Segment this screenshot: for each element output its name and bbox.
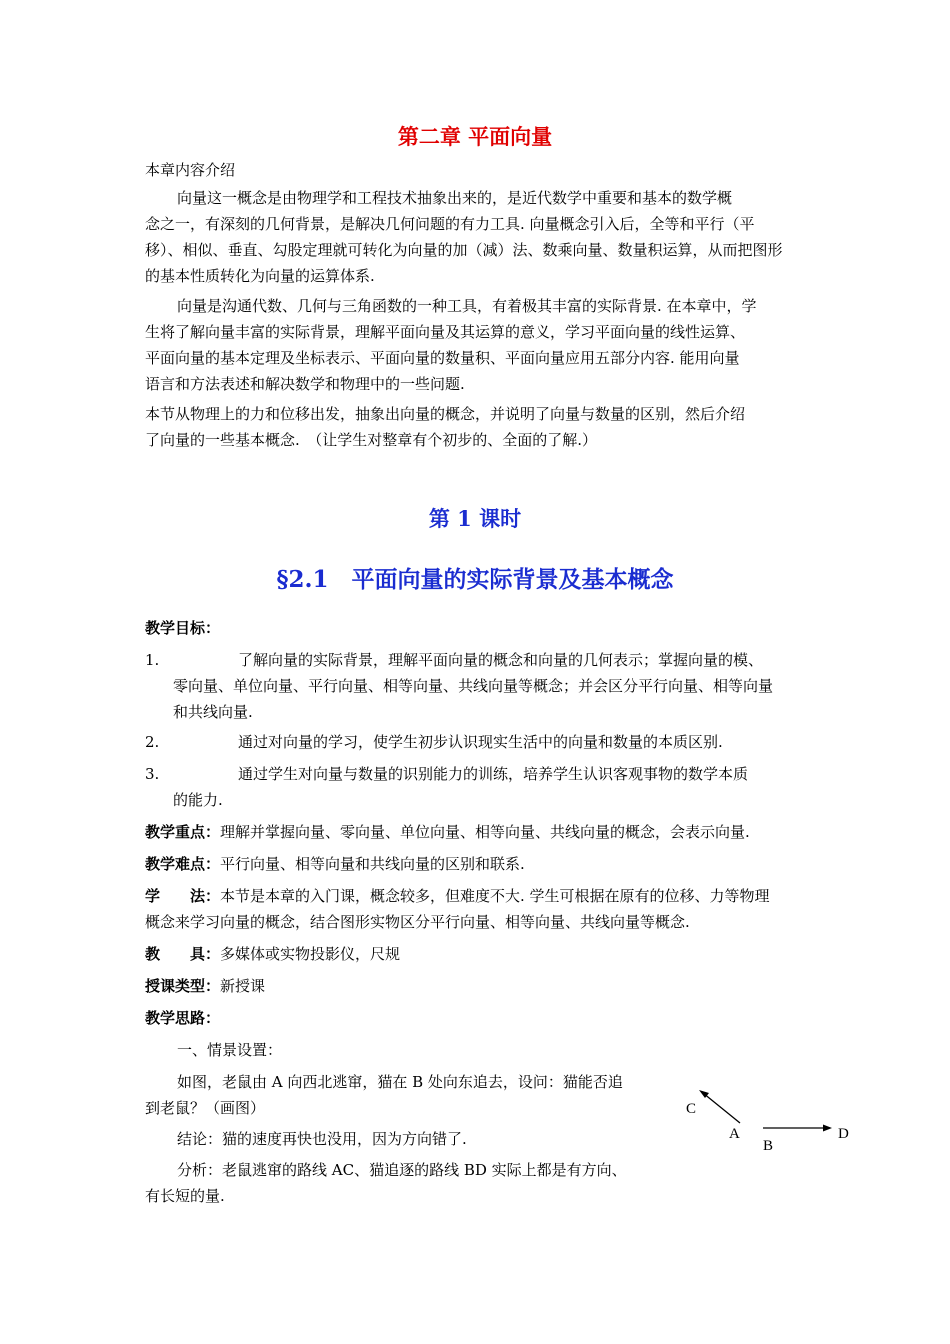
lesson-title: 第 1 课时 [428,506,522,531]
arrowhead-d-icon [823,1125,832,1132]
key-points-text: 理解并掌握向量、零向量、单位向量、相等向量、共线向量的概念，会表示向量. [220,823,750,841]
intro-p3-line: 本节从物理上的力和位移出发，抽象出向量的概念，并说明了向量与数量的区别，然后介绍 [145,405,746,423]
lesson-type [145,976,265,996]
vector-ac [703,1093,740,1123]
intro-p2-line: 语言和方法表述和解决数学和物理中的一些问题. [145,375,465,393]
objective-number: 1. [145,651,160,669]
tools-label: 教 具： [145,945,221,963]
objective-number: 2. [145,733,160,751]
scenario-line: 如图，老鼠由 A 向西北逃窜，猫在 B 处向东追去，设问：猫能否追 [177,1073,623,1091]
intro-p1-line: 念之一，有深刻的几何背景，是解决几何问题的有力工具. 向量概念引入后，全等和平行（平 [145,215,755,233]
key-points-label: 教学重点： [145,823,221,841]
method-line: 本节是本章的入门课，概念较多，但难度不大. 学生可根据在原有的位移、力等物理 [220,887,770,905]
objective-line: 通过对向量的学习，使学生初步认识现实生活中的向量和数量的本质区别. [238,733,723,751]
conclusion: 结论：猫的速度再快也没用，因为方向错了. [177,1130,467,1148]
objective-line: 的能力. [173,791,223,809]
method [145,886,770,906]
intro-p2-line: 向量是沟通代数、几何与三角函数的一种工具，有着极其丰富的实际背景. 在本章中，学 [177,297,757,315]
scenario-heading: 一、情景设置： [177,1041,283,1059]
intro-heading: 本章内容介绍 [145,161,236,179]
label-d: D [838,1126,849,1142]
lesson-type-label: 授课类型： [145,977,221,995]
analysis-line: 分析：老鼠逃窜的路线 AC、猫追逐的路线 BD 实际上都是有方向、 [177,1161,627,1179]
scenario-line: 到老鼠？（画图） [145,1099,266,1117]
intro-p2-line: 平面向量的基本定理及坐标表示、平面向量的数量积、平面向量应用五部分内容. 能用向量 [145,349,740,367]
objective-line: 通过学生对向量与数量的识别能力的训练，培养学生认识客观事物的数学本质 [238,765,749,783]
objective-line: 和共线向量. [173,703,253,721]
label-c: C [686,1101,697,1117]
chapter-title: 第二章 平面向量 [397,124,553,149]
tools [145,944,400,964]
intro-p1-line: 移）、相似、垂直、勾股定理就可转化为向量的加（减）法、数乘向量、数量积运算，从而把图形 [145,241,783,259]
method-label: 学 法： [145,887,221,905]
intro-p1-line: 的基本性质转化为向量的运算体系. [145,267,375,285]
analysis-line: 有长短的量. [145,1187,225,1205]
section-title: §2.1 平面向量的实际背景及基本概念 [276,566,674,593]
difficulties-text: 平行向量、相等向量和共线向量的区别和联系. [220,855,525,873]
objectives-heading: 教学目标： [145,619,221,637]
objective-number: 3. [145,765,160,783]
method-line: 概念来学习向量的概念，结合图形实物区分平行向量、相等向量、共线向量等概念. [145,913,690,931]
intro-p3-line: 了向量的一些基本概念. （让学生对整章有个初步的、全面的了解.） [145,431,598,449]
difficulties [145,854,525,874]
objective-line: 了解向量的实际背景，理解平面向量的概念和向量的几何表示；掌握向量的模、 [238,651,764,669]
intro-p2-line: 生将了解向量丰富的实际背景，理解平面向量及其运算的意义，学习平面向量的线性运算、 [145,323,746,341]
thinking-heading: 教学思路： [145,1009,221,1027]
key-points [145,822,750,842]
label-b: B [763,1138,774,1154]
tools-text: 多媒体或实物投影仪，尺规 [220,945,401,963]
label-a: A [729,1126,740,1142]
objective-line: 零向量、单位向量、平行向量、相等向量、共线向量等概念；并会区分平行向量、相等向量 [173,677,774,695]
lesson-type-text: 新授课 [220,977,266,995]
intro-p1-line: 向量这一概念是由物理学和工程技术抽象出来的，是近代数学中重要和基本的数学概 [177,189,733,207]
difficulties-label: 教学难点： [145,855,221,873]
cat-mouse-figure [670,1080,860,1160]
